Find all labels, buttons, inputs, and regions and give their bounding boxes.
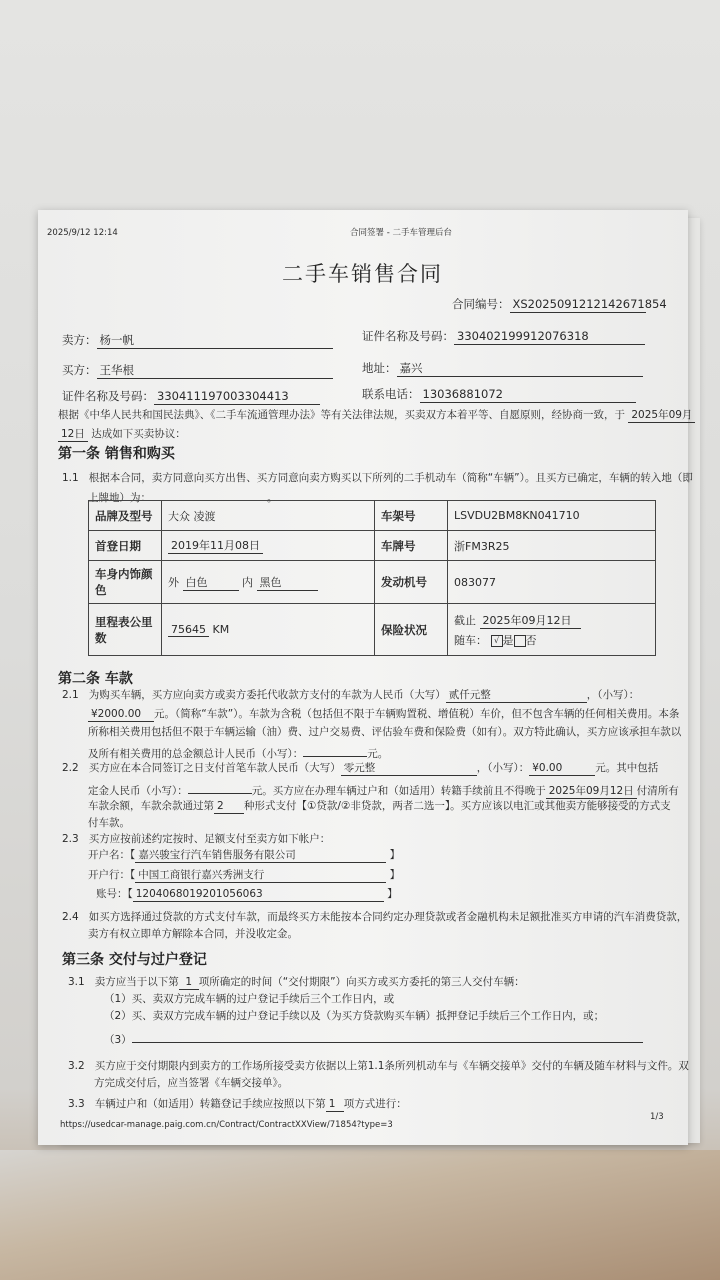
clause-number: 2.4 bbox=[62, 911, 79, 923]
address-value: 嘉兴 bbox=[397, 362, 643, 377]
plate-label: 车牌号 bbox=[375, 531, 448, 561]
insurance-until-label: 截止 bbox=[454, 613, 476, 627]
clause-text: 项所确定的时间（“交付期限”）向买方或买方委托的第三人交付车辆： bbox=[198, 976, 525, 988]
clause-text: 元。买方应在办理车辆过户和（如适用）转籍手续前且不得晚于 bbox=[251, 785, 546, 797]
seller-id-value: 330402199912076318 bbox=[454, 330, 645, 345]
phone-field bbox=[362, 388, 636, 403]
first-payment-amount: ¥0.00 bbox=[529, 762, 595, 776]
buyer-id-value: 330411197003304413 bbox=[154, 390, 320, 405]
clause-text: 买方应按前述约定按时、足额支付至卖方如下帐户： bbox=[88, 833, 331, 845]
interior-color: 黑色 bbox=[257, 574, 318, 591]
clause-text: 车辆过户和（如适用）转籍登记手续应按照以下第 bbox=[94, 1098, 326, 1110]
bracket: 】 bbox=[387, 888, 398, 900]
clause-2-2-line1 bbox=[62, 762, 658, 776]
clause-text: 种形式支付【①贷款/②非贷款，两者二选一】。买方应该以电汇或其他卖方能够接受的方式支 bbox=[244, 800, 671, 812]
delivery-option-3 bbox=[104, 1030, 643, 1047]
section3-title: 第三条 交付与过户登记 bbox=[62, 952, 207, 968]
clause-number: 2.3 bbox=[62, 833, 79, 845]
contract-number bbox=[452, 297, 667, 313]
exterior-label: 外 bbox=[168, 575, 179, 589]
clause-text: 所称相关费用包括但不限于车辆运输（油）费、过户交易费、评估验车费和保险费（如有）。双方特此确认，买方应该承担车款以 bbox=[88, 726, 682, 738]
bank-value: 中国工商银行嘉兴秀洲支行 bbox=[135, 869, 386, 883]
bank-label: 开户行：【 bbox=[88, 869, 136, 881]
clause-text: 元。其中包括 bbox=[595, 762, 659, 774]
clause-text: 元。（简称“车款”）。车款为含税（包括但不限于车辆购置税、增值税）车价，但不包含车辆的任何相关费用。本条 bbox=[154, 708, 680, 720]
clause-text: 如买方选择通过贷款的方式支付车款，而最终买方未能按本合同约定办理贷款或者金融机构未足额批准买方申请的汽车消费贷款， bbox=[88, 911, 688, 923]
clause-2-2-line4 bbox=[88, 817, 130, 830]
section2-title: 第二条 车款 bbox=[58, 671, 133, 687]
clause-text: ，（小写）： bbox=[476, 762, 530, 774]
agreement-date: 2025年09月 bbox=[628, 409, 695, 423]
exterior-color: 白色 bbox=[183, 574, 239, 591]
total-amount-blank bbox=[303, 744, 367, 757]
account-number-label: 账号：【 bbox=[96, 888, 133, 900]
preamble-line2 bbox=[58, 428, 186, 442]
clause-text: 买方应在本合同签订之日支付首笔车款人民币（大写） bbox=[88, 762, 341, 774]
buyer-field bbox=[62, 364, 333, 379]
vehicle-info-table bbox=[88, 500, 656, 656]
clause-3-2-line2: 方完成交付后，应当签署《车辆交接单》。 bbox=[94, 1077, 289, 1089]
account-number-value: 1204068019201056063 bbox=[133, 888, 384, 902]
preamble-line1 bbox=[58, 409, 695, 423]
clause-number: 2.1 bbox=[62, 689, 79, 701]
clause-text: 卖方应当于以下第 bbox=[94, 976, 179, 988]
clause-2-1-line1 bbox=[62, 689, 639, 703]
clause-text: 根据本合同，卖方同意向买方出售、买方同意向卖方购买以下所列的二手机动车（简称“车辆”）。且买方已确定，车辆的转入地（即 bbox=[88, 472, 693, 484]
seller-id-field bbox=[362, 330, 645, 345]
clause-2-4-line1 bbox=[62, 911, 687, 924]
clause-text: 定金人民币（小写）： bbox=[88, 785, 188, 797]
seller-value: 杨一帆 bbox=[97, 334, 333, 349]
clause-text: 卖方有权立即单方解除本合同，并没收定金。 bbox=[88, 928, 298, 940]
reg-date-label: 首登日期 bbox=[89, 531, 162, 561]
preamble-text-end: 达成如下买卖协议： bbox=[91, 428, 186, 440]
delivery-option: 1 bbox=[179, 976, 199, 990]
contract-number-label: 合同编号： bbox=[452, 297, 510, 311]
clause-text: 付清所有 bbox=[636, 785, 679, 797]
payment-deadline: 2025年09月12日 bbox=[546, 785, 637, 799]
buyer-id-field bbox=[62, 390, 320, 405]
clause-text: 元。 bbox=[367, 748, 389, 760]
price-in-words: 贰仟元整 bbox=[446, 689, 587, 703]
clause-2-2-line3 bbox=[88, 800, 671, 814]
buyer-value: 王华根 bbox=[97, 364, 333, 379]
print-page-title: 合同签署 - 二手车管理后台 bbox=[350, 228, 452, 238]
clause-2-4-line2 bbox=[88, 928, 298, 941]
clause-2-1-line3 bbox=[88, 726, 681, 739]
buyer-label: 买方： bbox=[62, 363, 97, 377]
background-floor bbox=[0, 1150, 720, 1280]
clause-2-2-line2 bbox=[88, 781, 679, 799]
vin-label: 车架号 bbox=[375, 501, 448, 531]
vin-value: LSVDU2BM8KN041710 bbox=[448, 501, 656, 531]
phone-value: 13036881072 bbox=[420, 388, 636, 403]
clause-2-3 bbox=[62, 833, 330, 846]
engine-label: 发动机号 bbox=[375, 561, 448, 604]
deposit-blank bbox=[188, 781, 252, 794]
insurance-until-date: 2025年09月12日 bbox=[480, 612, 581, 629]
clause-text: 上牌地）为： bbox=[88, 492, 151, 504]
first-payment-in-words: 零元整 bbox=[341, 762, 477, 776]
mileage-value: 75645 bbox=[168, 623, 209, 637]
section1-title: 第一条 销售和购买 bbox=[58, 446, 175, 462]
delivery-option-1: （1）买、卖双方完成车辆的过户登记手续后三个工作日内，或 bbox=[104, 993, 395, 1005]
interior-label: 内 bbox=[242, 575, 253, 589]
transfer-option: 1 bbox=[326, 1098, 344, 1112]
footer-url: https://usedcar-manage.paig.com.cn/Contract/ContractXXView/71854?type=3 bbox=[60, 1120, 393, 1130]
delivery-option-2: （2）买、卖双方完成车辆的过户登记手续以及（为买方贷款购买车辆）抵押登记手续后三个工作日内，或； bbox=[104, 1010, 605, 1022]
payment-method: 2 bbox=[214, 800, 244, 814]
contract-title: 二手车销售合同 bbox=[282, 262, 443, 286]
reg-date-value: 2019年11月08日 bbox=[168, 537, 263, 554]
with-car-label: 随车： bbox=[454, 633, 487, 647]
clause-1-1-line1 bbox=[62, 472, 693, 485]
clause-text: ，（小写）： bbox=[586, 689, 640, 701]
brand-value: 大众 凌渡 bbox=[162, 501, 375, 531]
agreement-day: 12日 bbox=[58, 428, 88, 442]
clause-number: 3.1 bbox=[68, 976, 85, 988]
phone-label: 联系电话： bbox=[362, 387, 420, 401]
bracket: 】 bbox=[389, 849, 401, 861]
no-label: 否 bbox=[525, 633, 537, 647]
clause-text: 为购买车辆，买方应向卖方或卖方委托代收款方支付的车款为人民币（大写） bbox=[88, 689, 446, 701]
preamble-text: 根据《中华人民共和国民法典》、《二手车流通管理办法》等有关法律法规，买卖双方本着平等、自愿原则，经协商一致，于 bbox=[58, 409, 625, 421]
plate-value: 浙FM3R25 bbox=[448, 531, 656, 561]
account-name-field bbox=[88, 849, 400, 863]
print-timestamp: 2025/9/12 12:14 bbox=[47, 228, 118, 238]
option-label: （3） bbox=[104, 1034, 132, 1046]
clause-text: 及所有相关费用的总金额总计人民币（小写）： bbox=[88, 748, 304, 760]
clause-text: 。 bbox=[267, 492, 278, 504]
clause-number: 3.3 bbox=[68, 1098, 85, 1110]
clause-text: 买方应于交付期限内到卖方的工作场所接受卖方依据以上第1.1条所列机动车与《车辆交接单》交付的车辆及随车材料与文件。双 bbox=[94, 1060, 689, 1072]
mileage-unit: KM bbox=[212, 622, 230, 636]
clause-2-1-line4 bbox=[88, 744, 388, 761]
bracket: 】 bbox=[389, 869, 401, 881]
clause-text: 车款余额，车款余款通过第 bbox=[88, 800, 214, 812]
price-amount: ¥2000.00 bbox=[88, 708, 154, 722]
seller-id-label: 证件名称及号码： bbox=[362, 329, 454, 343]
mileage-label: 里程表公里数 bbox=[89, 604, 162, 656]
no-checkbox[interactable] bbox=[514, 635, 526, 647]
account-number-field bbox=[96, 888, 398, 902]
buyer-id-label: 证件名称及号码： bbox=[62, 389, 154, 403]
clause-number: 2.2 bbox=[62, 762, 79, 774]
clause-3-2-line1 bbox=[68, 1060, 689, 1073]
color-label: 车身内饰颜色 bbox=[89, 561, 162, 604]
engine-value: 083077 bbox=[448, 561, 656, 604]
seller-label: 卖方： bbox=[62, 333, 97, 347]
clause-3-1 bbox=[68, 976, 525, 990]
option-3-blank bbox=[132, 1030, 643, 1043]
seller-field bbox=[62, 334, 333, 349]
account-name-label: 开户名：【 bbox=[88, 849, 136, 861]
clause-2-1-line2 bbox=[88, 708, 679, 722]
bank-field bbox=[88, 869, 400, 883]
clause-number: 1.1 bbox=[62, 472, 79, 484]
clause-text: 付车款。 bbox=[88, 817, 130, 829]
address-label: 地址： bbox=[362, 361, 397, 375]
account-name-value: 嘉兴骏宝行汽车销售服务有限公司 bbox=[135, 849, 386, 863]
clause-text: 项方式进行： bbox=[343, 1098, 407, 1110]
brand-label: 品牌及型号 bbox=[89, 501, 162, 531]
yes-checkbox-checked[interactable]: √ bbox=[491, 635, 503, 647]
clause-3-3 bbox=[68, 1098, 407, 1112]
insurance-label: 保险状况 bbox=[375, 604, 448, 656]
clause-number: 3.2 bbox=[68, 1060, 85, 1072]
address-field bbox=[362, 362, 643, 377]
yes-label: 是 bbox=[502, 633, 514, 647]
contract-number-value: XS2025091212142671854 bbox=[510, 298, 646, 313]
page-number: 1/3 bbox=[650, 1112, 664, 1122]
